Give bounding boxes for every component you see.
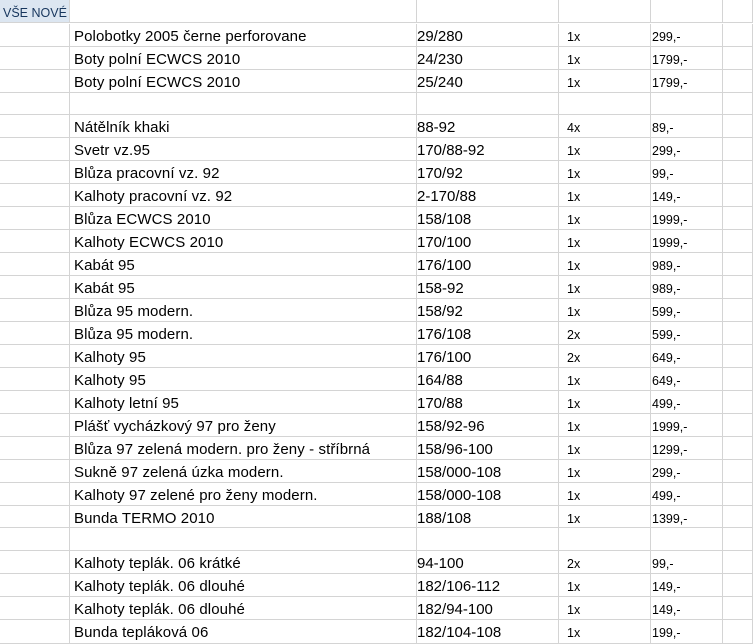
item-name-cell[interactable]: Blůza ECWCS 2010: [70, 207, 417, 230]
item-size-cell[interactable]: 158/92: [417, 299, 559, 322]
item-qty-cell[interactable]: 1x: [559, 437, 651, 460]
item-size-cell[interactable]: 182/106-112: [417, 574, 559, 597]
item-price-cell[interactable]: 299,-: [651, 460, 723, 483]
item-price-cell[interactable]: 1999,-: [651, 414, 723, 437]
item-qty-cell[interactable]: 1x: [559, 414, 651, 437]
item-name-cell[interactable]: Blůza pracovní vz. 92: [70, 161, 417, 184]
row-label-cell[interactable]: [0, 207, 70, 230]
empty-cell[interactable]: [723, 414, 753, 437]
item-size-cell[interactable]: 158/96-100: [417, 437, 559, 460]
item-name-cell[interactable]: Kalhoty teplák. 06 dlouhé: [70, 574, 417, 597]
empty-cell[interactable]: [559, 0, 651, 23]
item-name-cell[interactable]: Boty polní ECWCS 2010: [70, 70, 417, 93]
item-price-cell[interactable]: 1399,-: [651, 506, 723, 528]
item-price-cell[interactable]: 989,-: [651, 253, 723, 276]
empty-cell[interactable]: [723, 460, 753, 483]
empty-cell[interactable]: [723, 506, 753, 528]
item-size-cell[interactable]: 188/108: [417, 506, 559, 528]
item-price-cell[interactable]: 99,-: [651, 161, 723, 184]
empty-cell[interactable]: [723, 299, 753, 322]
item-price-cell[interactable]: 499,-: [651, 483, 723, 506]
item-price-cell[interactable]: 199,-: [651, 620, 723, 644]
item-price-cell[interactable]: 499,-: [651, 391, 723, 414]
item-size-cell[interactable]: 176/100: [417, 253, 559, 276]
row-label-cell[interactable]: [0, 24, 70, 47]
item-qty-cell[interactable]: 1x: [559, 299, 651, 322]
empty-cell[interactable]: [723, 138, 753, 161]
item-size-cell[interactable]: 170/88: [417, 391, 559, 414]
row-label-cell[interactable]: [0, 368, 70, 391]
item-price-cell[interactable]: 1799,-: [651, 70, 723, 93]
item-size-cell[interactable]: 182/94-100: [417, 597, 559, 620]
item-qty-cell[interactable]: 4x: [559, 115, 651, 138]
item-size-cell[interactable]: 94-100: [417, 551, 559, 574]
item-qty-cell[interactable]: 1x: [559, 460, 651, 483]
empty-cell[interactable]: [723, 345, 753, 368]
item-qty-cell[interactable]: 1x: [559, 574, 651, 597]
item-price-cell[interactable]: [651, 528, 723, 551]
item-name-cell[interactable]: Blůza 95 modern.: [70, 322, 417, 345]
empty-cell[interactable]: [723, 47, 753, 70]
item-size-cell[interactable]: 29/280: [417, 24, 559, 47]
row-label-cell[interactable]: [0, 574, 70, 597]
item-qty-cell[interactable]: 1x: [559, 161, 651, 184]
item-qty-cell[interactable]: 2x: [559, 322, 651, 345]
item-price-cell[interactable]: 989,-: [651, 276, 723, 299]
empty-cell[interactable]: [723, 184, 753, 207]
item-qty-cell[interactable]: 1x: [559, 230, 651, 253]
item-name-cell[interactable]: Kalhoty 95: [70, 345, 417, 368]
item-price-cell[interactable]: 1999,-: [651, 207, 723, 230]
item-size-cell[interactable]: [417, 528, 559, 551]
item-qty-cell[interactable]: [559, 93, 651, 115]
item-name-cell[interactable]: Nátělník khaki: [70, 115, 417, 138]
row-label-cell[interactable]: [0, 322, 70, 345]
empty-cell[interactable]: [70, 0, 417, 23]
item-price-cell[interactable]: [651, 93, 723, 115]
item-size-cell[interactable]: 158/92-96: [417, 414, 559, 437]
item-price-cell[interactable]: 299,-: [651, 24, 723, 47]
empty-cell[interactable]: [723, 230, 753, 253]
item-name-cell[interactable]: Polobotky 2005 černe perforovane: [70, 24, 417, 47]
item-price-cell[interactable]: 1799,-: [651, 47, 723, 70]
empty-cell[interactable]: [417, 0, 559, 23]
row-label-cell[interactable]: [0, 506, 70, 528]
empty-cell[interactable]: [723, 391, 753, 414]
item-size-cell[interactable]: 170/92: [417, 161, 559, 184]
empty-cell[interactable]: [723, 574, 753, 597]
empty-cell[interactable]: [723, 24, 753, 47]
row-label-cell[interactable]: [0, 276, 70, 299]
item-name-cell[interactable]: [70, 93, 417, 115]
item-price-cell[interactable]: 1299,-: [651, 437, 723, 460]
empty-cell[interactable]: [723, 115, 753, 138]
row-label-cell[interactable]: [0, 483, 70, 506]
empty-cell[interactable]: [723, 368, 753, 391]
item-name-cell[interactable]: Kalhoty 97 zelené pro ženy modern.: [70, 483, 417, 506]
item-size-cell[interactable]: 164/88: [417, 368, 559, 391]
item-qty-cell[interactable]: 1x: [559, 506, 651, 528]
item-price-cell[interactable]: 99,-: [651, 551, 723, 574]
item-qty-cell[interactable]: 1x: [559, 620, 651, 644]
empty-cell[interactable]: [723, 322, 753, 345]
item-size-cell[interactable]: 176/108: [417, 322, 559, 345]
item-size-cell[interactable]: 25/240: [417, 70, 559, 93]
empty-cell[interactable]: [723, 161, 753, 184]
item-price-cell[interactable]: 599,-: [651, 322, 723, 345]
item-qty-cell[interactable]: 1x: [559, 184, 651, 207]
item-qty-cell[interactable]: [559, 528, 651, 551]
item-qty-cell[interactable]: 1x: [559, 368, 651, 391]
item-name-cell[interactable]: Kabát 95: [70, 253, 417, 276]
item-size-cell[interactable]: 24/230: [417, 47, 559, 70]
item-qty-cell[interactable]: 1x: [559, 253, 651, 276]
item-name-cell[interactable]: Kalhoty 95: [70, 368, 417, 391]
empty-cell[interactable]: [723, 551, 753, 574]
item-price-cell[interactable]: 149,-: [651, 184, 723, 207]
item-name-cell[interactable]: Boty polní ECWCS 2010: [70, 47, 417, 70]
item-name-cell[interactable]: Kalhoty letní 95: [70, 391, 417, 414]
item-price-cell[interactable]: 599,-: [651, 299, 723, 322]
item-name-cell[interactable]: Blůza 95 modern.: [70, 299, 417, 322]
header-cell[interactable]: VŠE NOVÉ: [0, 0, 70, 23]
empty-cell[interactable]: [723, 0, 753, 23]
row-label-cell[interactable]: [0, 620, 70, 644]
row-label-cell[interactable]: [0, 230, 70, 253]
row-label-cell[interactable]: [0, 138, 70, 161]
row-label-cell[interactable]: [0, 70, 70, 93]
empty-cell[interactable]: [651, 0, 723, 23]
item-price-cell[interactable]: 649,-: [651, 345, 723, 368]
empty-cell[interactable]: [723, 528, 753, 551]
row-label-cell[interactable]: [0, 460, 70, 483]
item-size-cell[interactable]: 158/000-108: [417, 460, 559, 483]
item-size-cell[interactable]: 2-170/88: [417, 184, 559, 207]
item-qty-cell[interactable]: 2x: [559, 551, 651, 574]
empty-cell[interactable]: [723, 437, 753, 460]
item-name-cell[interactable]: Plášť vycházkový 97 pro ženy: [70, 414, 417, 437]
item-size-cell[interactable]: 158/000-108: [417, 483, 559, 506]
item-name-cell[interactable]: Kabát 95: [70, 276, 417, 299]
row-label-cell[interactable]: [0, 551, 70, 574]
row-label-cell[interactable]: [0, 299, 70, 322]
item-name-cell[interactable]: Sukně 97 zelená úzka modern.: [70, 460, 417, 483]
item-qty-cell[interactable]: 1x: [559, 24, 651, 47]
item-qty-cell[interactable]: 1x: [559, 47, 651, 70]
empty-cell[interactable]: [723, 93, 753, 115]
item-qty-cell[interactable]: 1x: [559, 70, 651, 93]
row-label-cell[interactable]: [0, 437, 70, 460]
item-name-cell[interactable]: Bunda TERMO 2010: [70, 506, 417, 528]
empty-cell[interactable]: [723, 483, 753, 506]
empty-cell[interactable]: [723, 70, 753, 93]
item-qty-cell[interactable]: 1x: [559, 391, 651, 414]
item-price-cell[interactable]: 149,-: [651, 597, 723, 620]
row-label-cell[interactable]: [0, 597, 70, 620]
row-label-cell[interactable]: [0, 414, 70, 437]
empty-cell[interactable]: [723, 207, 753, 230]
empty-cell[interactable]: [723, 253, 753, 276]
row-label-cell[interactable]: [0, 115, 70, 138]
empty-cell[interactable]: [723, 276, 753, 299]
item-name-cell[interactable]: Kalhoty teplák. 06 dlouhé: [70, 597, 417, 620]
item-qty-cell[interactable]: 1x: [559, 597, 651, 620]
item-name-cell[interactable]: Kalhoty ECWCS 2010: [70, 230, 417, 253]
row-label-cell[interactable]: [0, 391, 70, 414]
item-qty-cell[interactable]: 1x: [559, 483, 651, 506]
empty-cell[interactable]: [723, 620, 753, 644]
item-name-cell[interactable]: Bunda tepláková 06: [70, 620, 417, 644]
item-qty-cell[interactable]: 1x: [559, 207, 651, 230]
row-label-cell[interactable]: [0, 528, 70, 551]
item-size-cell[interactable]: 170/88-92: [417, 138, 559, 161]
item-name-cell[interactable]: Kalhoty pracovní vz. 92: [70, 184, 417, 207]
row-label-cell[interactable]: [0, 47, 70, 70]
item-qty-cell[interactable]: 2x: [559, 345, 651, 368]
empty-cell[interactable]: [723, 597, 753, 620]
item-price-cell[interactable]: 649,-: [651, 368, 723, 391]
item-size-cell[interactable]: 182/104-108: [417, 620, 559, 644]
item-size-cell[interactable]: [417, 93, 559, 115]
row-label-cell[interactable]: [0, 184, 70, 207]
item-price-cell[interactable]: 149,-: [651, 574, 723, 597]
item-qty-cell[interactable]: 1x: [559, 276, 651, 299]
item-name-cell[interactable]: Svetr vz.95: [70, 138, 417, 161]
row-label-cell[interactable]: [0, 93, 70, 115]
item-price-cell[interactable]: 89,-: [651, 115, 723, 138]
item-size-cell[interactable]: 158-92: [417, 276, 559, 299]
item-size-cell[interactable]: 158/108: [417, 207, 559, 230]
item-size-cell[interactable]: 176/100: [417, 345, 559, 368]
item-size-cell[interactable]: 170/100: [417, 230, 559, 253]
item-size-cell[interactable]: 88-92: [417, 115, 559, 138]
item-name-cell[interactable]: Blůza 97 zelená modern. pro ženy - stříbrná: [70, 437, 417, 460]
item-price-cell[interactable]: 1999,-: [651, 230, 723, 253]
row-label-cell[interactable]: [0, 253, 70, 276]
row-label-cell[interactable]: [0, 161, 70, 184]
item-name-cell[interactable]: [70, 528, 417, 551]
row-label-cell[interactable]: [0, 345, 70, 368]
item-qty-cell[interactable]: 1x: [559, 138, 651, 161]
item-price-cell[interactable]: 299,-: [651, 138, 723, 161]
item-name-cell[interactable]: Kalhoty teplák. 06 krátké: [70, 551, 417, 574]
